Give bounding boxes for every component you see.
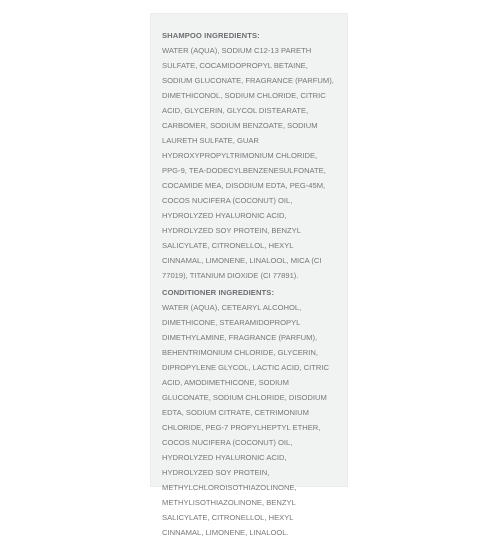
conditioner-line: HYDROLYZED SOY PROTEIN, <box>162 468 270 477</box>
shampoo-line: SODIUM GLUCONATE, FRAGRANCE (PARFUM), <box>162 76 334 85</box>
conditioner-line: METHYLISOTHIAZOLINONE, BENZYL <box>162 498 296 507</box>
shampoo-line: HYDROXYPROPYLTRIMONIUM CHLORIDE, <box>162 151 318 160</box>
conditioner-line: DIMETHYLAMINE, FRAGRANCE (PARFUM), <box>162 333 318 342</box>
conditioner-line: CHLORIDE, PEG-7 PROPYLHEPTYL ETHER, <box>162 423 321 432</box>
conditioner-line: METHYLCHLOROISOTHIAZOLINONE, <box>162 483 297 492</box>
shampoo-line: PPG-9, TEA-DODECYLBENZENESULFONATE, <box>162 166 326 175</box>
shampoo-line: LAURETH SULFATE, GUAR <box>162 136 259 145</box>
shampoo-line: DIMETHICONOL, SODIUM CHLORIDE, CITRIC <box>162 91 326 100</box>
shampoo-line: SULFATE, COCAMIDOPROPYL BETAINE, <box>162 61 308 70</box>
conditioner-line: ACID, AMODIMETHICONE, SODIUM <box>162 378 289 387</box>
conditioner-line: SALICYLATE, CITRONELLOL, HEXYL <box>162 513 294 522</box>
conditioner-heading: CONDITIONER INGREDIENTS: <box>162 288 275 297</box>
conditioner-line: CINNAMAL, LIMONENE, LINALOOL. <box>162 528 289 537</box>
conditioner-line: DIPROPYLENE GLYCOL, LACTIC ACID, CITRIC <box>162 363 329 372</box>
shampoo-line: HYDROLYZED SOY PROTEIN, BENZYL <box>162 226 301 235</box>
shampoo-section <box>162 28 339 283</box>
conditioner-line: COCOS NUCIFERA (COCONUT) OIL, <box>162 438 293 447</box>
shampoo-line: WATER (AQUA), SODIUM C12-13 PARETH <box>162 46 312 55</box>
shampoo-line: 77019), TITANIUM DIOXIDE (CI 77891). <box>162 271 299 280</box>
conditioner-line: DIMETHICONE, STEARAMIDOPROPYL <box>162 318 301 327</box>
shampoo-heading: SHAMPOO INGREDIENTS: <box>162 31 260 40</box>
shampoo-line: CINNAMAL, LIMONENE, LINALOOL, MICA (CI <box>162 256 322 265</box>
shampoo-line: COCOS NUCIFERA (COCONUT) OIL, <box>162 196 293 205</box>
conditioner-line: GLUCONATE, SODIUM CHLORIDE, DISODIUM <box>162 393 327 402</box>
shampoo-line: HYDROLYZED HYALURONIC ACID, <box>162 211 287 220</box>
shampoo-line: ACID, GLYCERIN, GLYCOL DISTEARATE, <box>162 106 309 115</box>
conditioner-line: HYDROLYZED HYALURONIC ACID, <box>162 453 287 462</box>
shampoo-line: COCAMIDE MEA, DISODIUM EDTA, PEG-45M, <box>162 181 326 190</box>
conditioner-line: BEHENTRIMONIUM CHLORIDE, GLYCERIN, <box>162 348 318 357</box>
shampoo-line: SALICYLATE, CITRONELLOL, HEXYL <box>162 241 294 250</box>
ingredients-panel <box>151 14 347 537</box>
conditioner-line: WATER (AQUA), CETEARYL ALCOHOL, <box>162 303 302 312</box>
conditioner-line: EDTA, SODIUM CITRATE, CETRIMONIUM <box>162 408 309 417</box>
conditioner-section <box>162 285 339 540</box>
shampoo-line: CARBOMER, SODIUM BENZOATE, SODIUM <box>162 121 318 130</box>
